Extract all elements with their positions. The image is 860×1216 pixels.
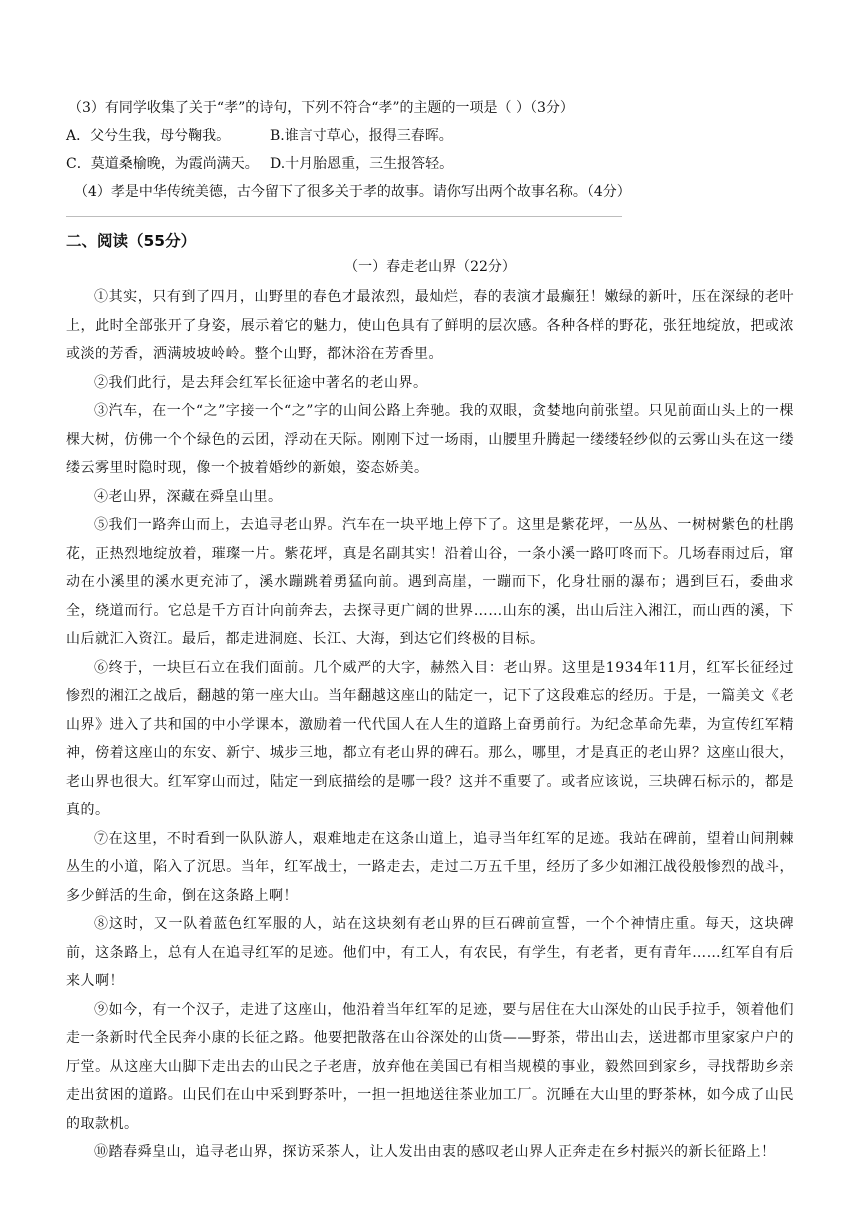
article-title: （一）春走老山界（22分） bbox=[344, 259, 516, 275]
exam-page bbox=[66, 94, 794, 1167]
paragraph-4: ④老山界，深藏在舜皇山里。 bbox=[94, 488, 283, 505]
paragraph-7: ⑦在这里，不时看到一队队游人，艰难地走在这条山道上，追寻当年红军的足迹。我站在碑前，望着山间荆棘丛生的小道，陷入了沉思。当年，红军战士，一路走去，走过二万五千里，经历了多少如湘江战役般惨烈的战斗，多少鲜活的生命，倒在这条路上啊！ bbox=[66, 830, 794, 904]
paragraph-10: ⑩踏春舜皇山，追寻老山界，探访采茶人，让人发出由衷的感叹老山界人正奔走在乡村振兴的新长征路上！ bbox=[94, 1144, 776, 1160]
paragraph-8: ⑧这时，又一队着蓝色红军服的人，站在这块刻有老山界的巨石碑前宣誓，一个个神情庄重。每天，这块碑前，这条路上，总有人在追寻红军的足迹。他们中，有工人，有农民，有学生，有老者，更有青年……红军自有后来人啊！ bbox=[66, 916, 794, 989]
option-a: A．父兮生我，母兮鞠我。 bbox=[66, 128, 231, 144]
article-body bbox=[66, 283, 794, 1167]
paragraph-1: ①其实，只有到了四月，山野里的春色才最浓烈，最灿烂，春的表演才最癫狂！嫩绿的新叶，压在深绿的老叶上，此时全部张开了身姿，展示着它的魅力，使山色具有了鲜明的层次感。各种各样的野花，张狂地绽放，把或浓或淡的芳香，洒满坡坡岭岭。整个山野，都沐浴在芳香里。 bbox=[66, 289, 794, 362]
option-d: D.十月胎恩重，三生报答轻。 bbox=[270, 156, 454, 172]
question-3-stem: （3）有同学收集了关于“孝”的诗句，下列不符合“孝”的主题的一项是（ ）（3分） bbox=[68, 100, 574, 116]
paragraph-2: ②我们此行，是去拜会红军长征途中著名的老山界。 bbox=[94, 374, 428, 391]
question-3-options-row-2 bbox=[66, 150, 794, 178]
paragraph-3: ③汽车，在一个“之”字接一个“之”字的山间公路上奔驰。我的双眼，贪婪地向前张望。只见前面山头上的一棵棵大树，仿佛一个个绿色的云团，浮动在天际。刚刚下过一场雨，山腰里升腾起一缕缕轻纱似的云雾山头在这一缕缕云雾里时隐时现，像一个披着婚纱的新娘，姿态娇美。 bbox=[66, 403, 794, 476]
paragraph-6: ⑥终于，一块巨石立在我们面前。几个威严的大字，赫然入目：老山界。这里是1934年11月，红军长征经过惨烈的湘江之战后，翻越的第一座大山。当年翻越这座山的陆定一，记下了这段难忘的经历。于是，一篇美文《老山界》进入了共和国的中小学课本，激励着一代代国人在人生的道路上奋勇前行。为纪念革命先辈，为宣传红军精神，傍着这座山的东安、新宁、城步三地，都立有老山界的碑石。那么，哪里，才是真正的老山界？这座山很大，老山界也很大。红军穿山而过，陆定一到底描绘的是哪一段？这并不重要了。或者应该说，三块碑石标示的，都是真的。 bbox=[66, 659, 794, 818]
paragraph-9: ⑨如今，有一个汉子，走进了这座山，他沿着当年红军的足迹，要与居住在大山深处的山民手拉手，领着他们走一条新时代全民奔小康的长征之路。他要把散落在山谷深处的山货——野茶，带出山去，送进都市里家家户户的厅堂。从这座大山脚下走出去的山民之子老唐，放弃他在美国已有相当规模的事业，毅然回到家乡，寻找帮助乡亲走出贫困的道路。山民们在山中采到野茶叶，一担一担地送往茶业加工厂。沉睡在大山里的野茶林，如今成了山民的取款机。 bbox=[66, 1001, 794, 1132]
question-3-options-row-1 bbox=[66, 122, 794, 150]
paragraph-5: ⑤我们一路奔山而上，去追寻老山界。汽车在一块平地上停下了。这里是紫花坪，一丛丛、一树树紫色的杜鹃花，正热烈地绽放着，璀璨一片。紫花坪，真是名副其实！沿着山谷，一条小溪一路叮咚而下。几场春雨过后，窜动在小溪里的溪水更充沛了，溪水蹦跳着勇猛向前。遇到高崖，一蹦而下，化身壮丽的瀑布；遇到巨石，委曲求全，绕道而行。它总是千方百计向前奔去，去探寻更广阔的世界……山东的溪，出山后注入湘江，而山西的溪，下山后就汇入资江。最后，都走进洞庭、长江、大海，到达它们终极的目标。 bbox=[66, 517, 794, 647]
option-b: B.谁言寸草心，报得三春晖。 bbox=[270, 128, 453, 144]
answer-line bbox=[66, 216, 622, 217]
option-c: C．莫道桑榆晚，为霞尚满天。 bbox=[66, 156, 259, 172]
section-heading: 二、阅读（55分） bbox=[66, 232, 197, 250]
question-4-stem: （4）孝是中华传统美德，古今留下了很多关于孝的故事。请你写出两个故事名称。（4分） bbox=[74, 184, 631, 200]
